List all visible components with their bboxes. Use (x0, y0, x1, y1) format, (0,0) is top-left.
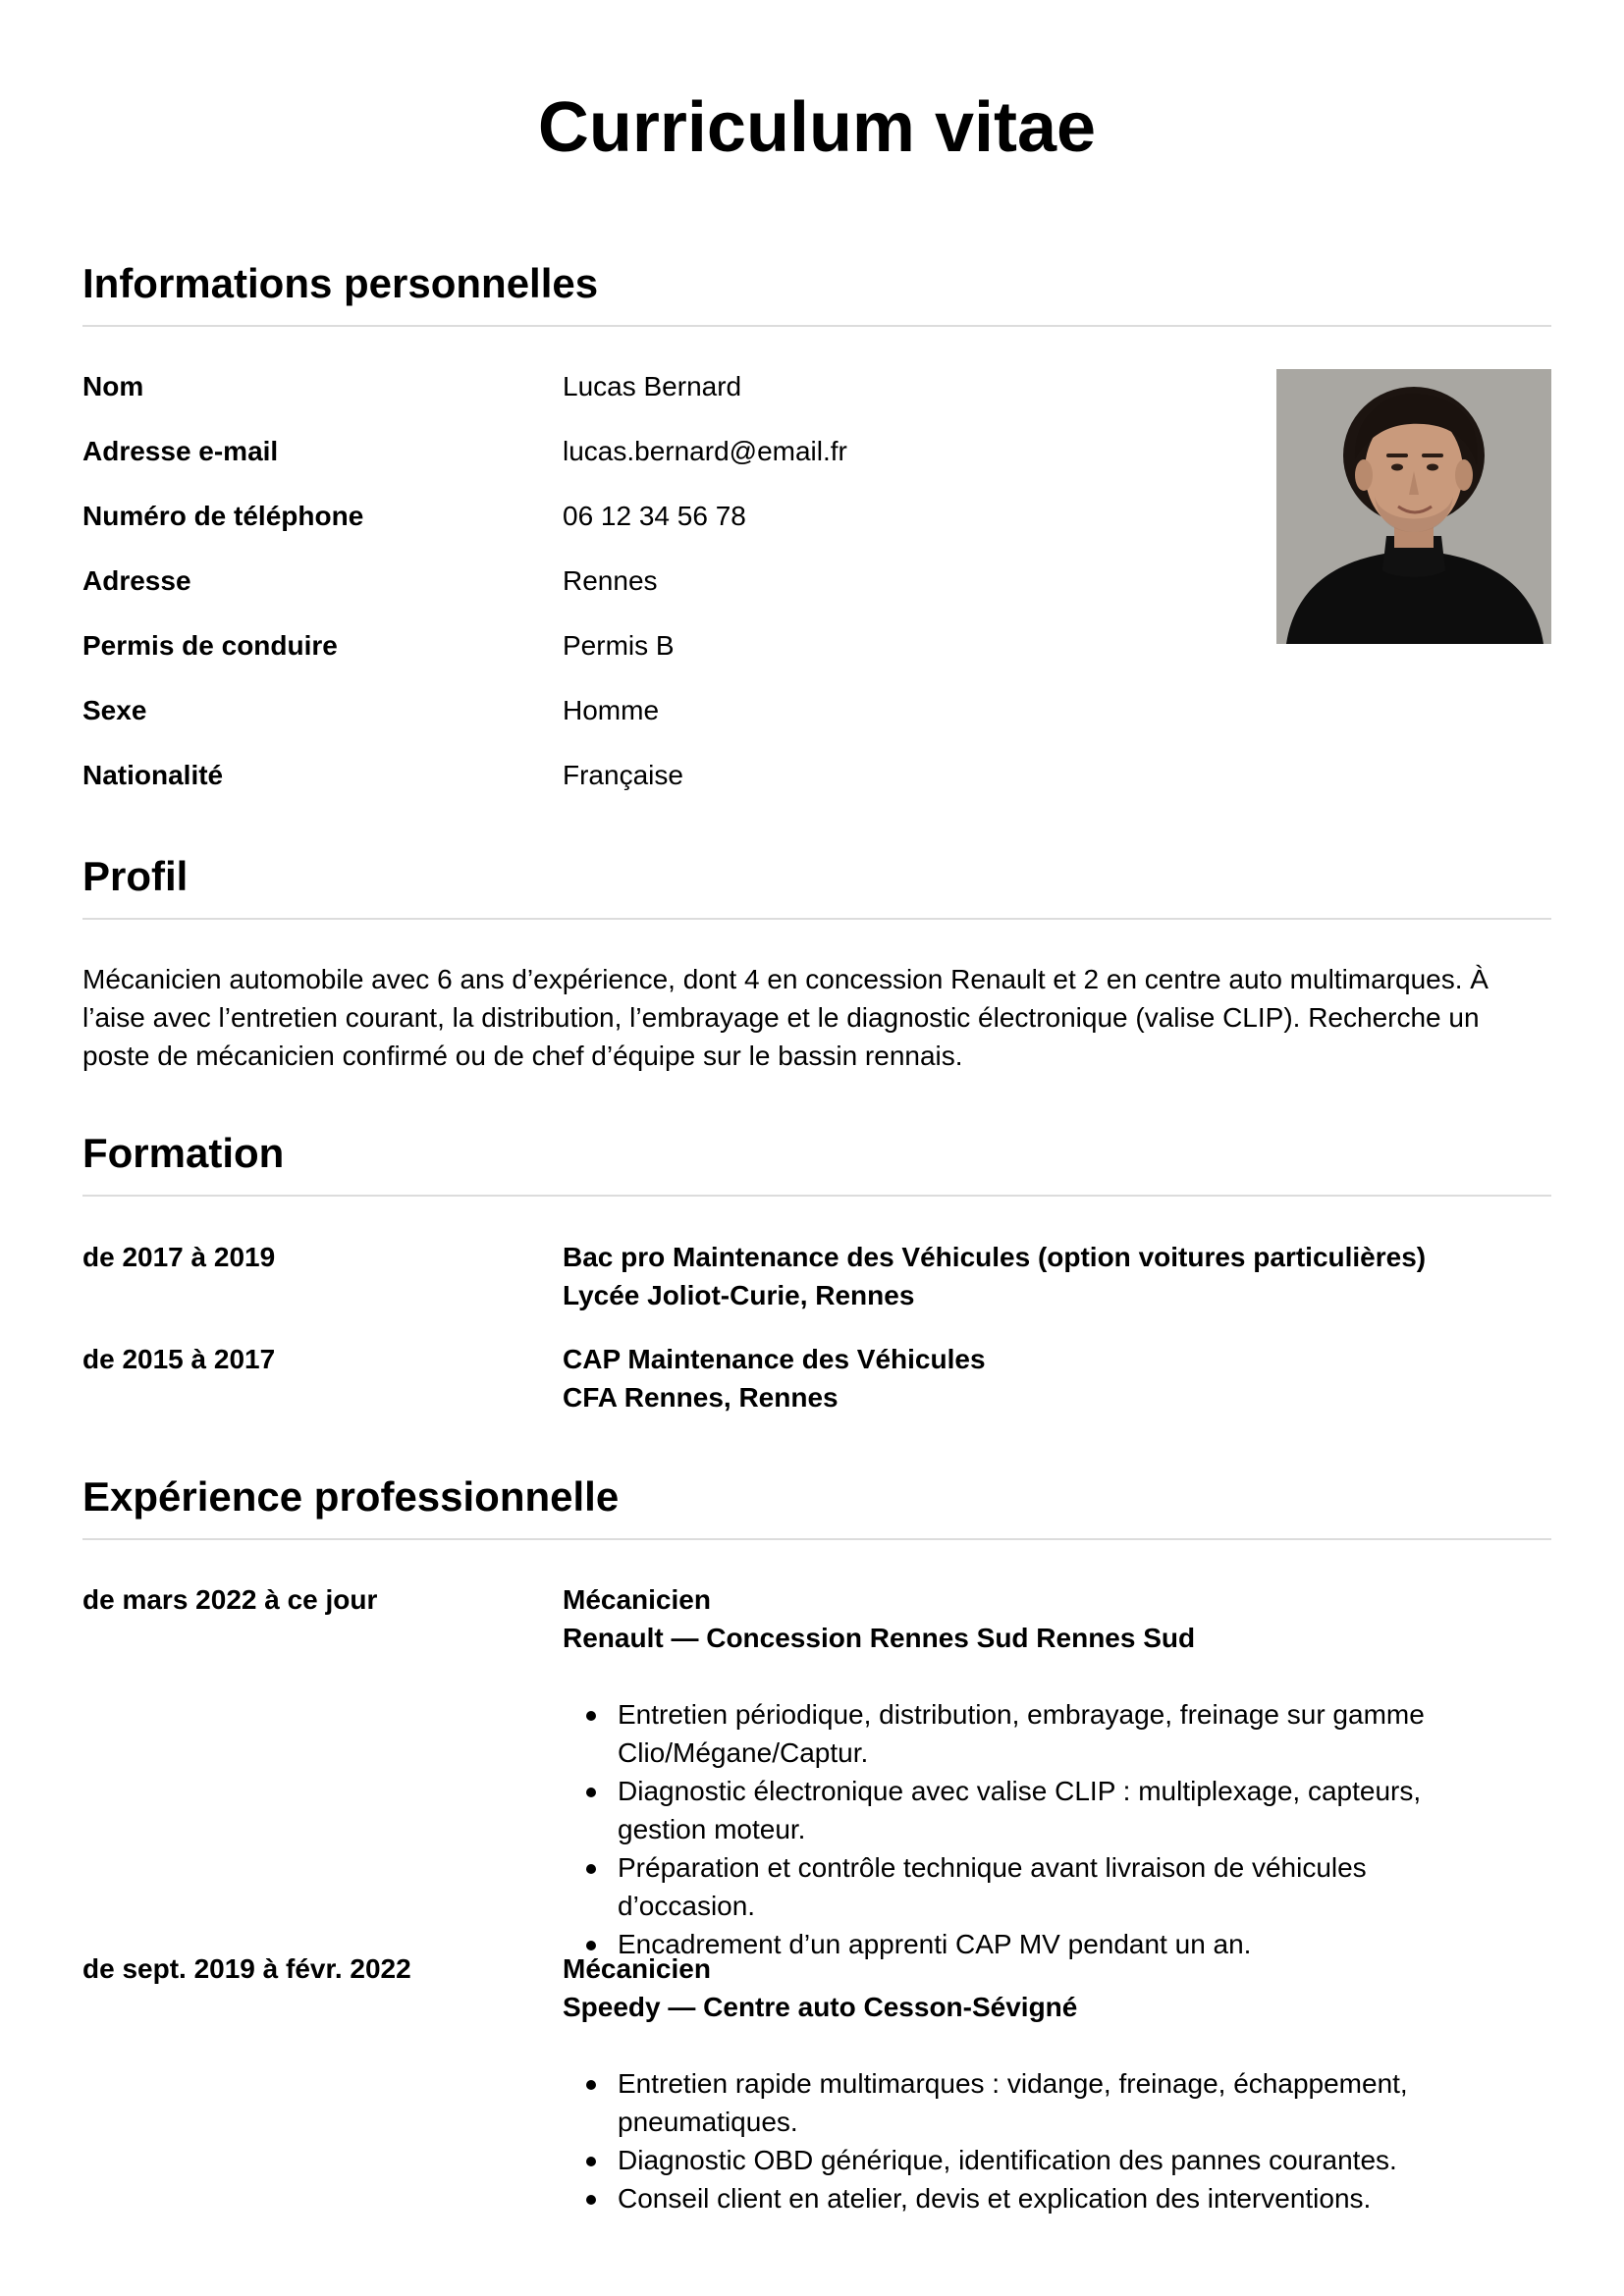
entry-bullets (563, 2064, 1551, 2217)
entry-dates: de 2015 à 2017 (82, 1344, 276, 1374)
field-label: Adresse (82, 565, 191, 596)
field-value: lucas.bernard@email.fr (563, 436, 847, 466)
field-value: Française (563, 760, 683, 790)
entry-degree: CAP Maintenance des Véhicules (563, 1344, 986, 1374)
section-title-personal: Informations personnelles (82, 260, 599, 306)
entry-detail (563, 1238, 1551, 1314)
entry-dates: de mars 2022 à ce jour (82, 1584, 378, 1615)
field-label: Adresse e-mail (82, 436, 279, 466)
list-item: Entretien rapide multimarques : vidange, freinage, échappement, pneumatiques. (618, 2064, 1501, 2141)
field-label: Nom (82, 371, 144, 401)
section-divider (82, 1538, 1551, 1540)
entry-bullets (563, 1695, 1551, 1963)
list-item: Diagnostic OBD générique, identification des pannes courantes. (618, 2141, 1501, 2179)
entry-employer: Speedy — Centre auto Cesson-Sévigné (563, 1992, 1078, 2022)
entry-employer: Renault — Concession Rennes Sud Rennes Sud (563, 1623, 1196, 1653)
profile-text: Mécanicien automobile avec 6 ans d’expérience, dont 4 en concession Renault et 2 en centre auto multimarques. À l’aise avec l’entretien courant, la distribution, l’embrayage et le diagnostic électronique (valise CLIP). Recherche un poste de mécanicien confirmé ou de chef d’équipe sur le bassin rennais. (82, 964, 1489, 1071)
entry-dates: de sept. 2019 à févr. 2022 (82, 1953, 411, 1984)
section-title-education: Formation (82, 1130, 285, 1176)
field-label: Nationalité (82, 760, 224, 790)
section-title-profile: Profil (82, 853, 189, 899)
list-item: Préparation et contrôle technique avant livraison de véhicules d’occasion. (618, 1848, 1501, 1925)
entry-school: CFA Rennes, Rennes (563, 1382, 839, 1413)
entry-degree: Bac pro Maintenance des Véhicules (option voitures particulières) (563, 1242, 1427, 1272)
field-label: Sexe (82, 695, 147, 725)
entry-detail (563, 1949, 1551, 2217)
field-label: Numéro de téléphone (82, 501, 364, 531)
field-value: 06 12 34 56 78 (563, 501, 746, 531)
entry-role: Mécanicien (563, 1953, 711, 1984)
entry-detail (563, 1340, 1551, 1416)
profile-photo (1276, 369, 1551, 644)
list-item: Entretien périodique, distribution, embrayage, freinage sur gamme Clio/Mégane/Captur. (618, 1695, 1501, 1772)
field-label: Permis de conduire (82, 630, 338, 661)
entry-detail (563, 1580, 1551, 1963)
field-value: Homme (563, 695, 660, 725)
section-divider (82, 325, 1551, 327)
list-item: Conseil client en atelier, devis et explication des interventions. (618, 2179, 1501, 2217)
field-value: Lucas Bernard (563, 371, 742, 401)
section-title-experience: Expérience professionnelle (82, 1473, 620, 1520)
entry-school: Lycée Joliot-Curie, Rennes (563, 1280, 915, 1310)
section-divider (82, 1195, 1551, 1197)
list-item: Diagnostic électronique avec valise CLIP : multiplexage, capteurs, gestion moteur. (618, 1772, 1501, 1848)
section-divider (82, 918, 1551, 920)
entry-dates: de 2017 à 2019 (82, 1242, 276, 1272)
document-title: Curriculum vitae (537, 88, 1097, 167)
field-value: Rennes (563, 565, 658, 596)
field-value: Permis B (563, 630, 675, 661)
entry-role: Mécanicien (563, 1584, 711, 1615)
list-item: Encadrement d’un apprenti CAP MV pendant un an. (618, 1925, 1501, 1963)
